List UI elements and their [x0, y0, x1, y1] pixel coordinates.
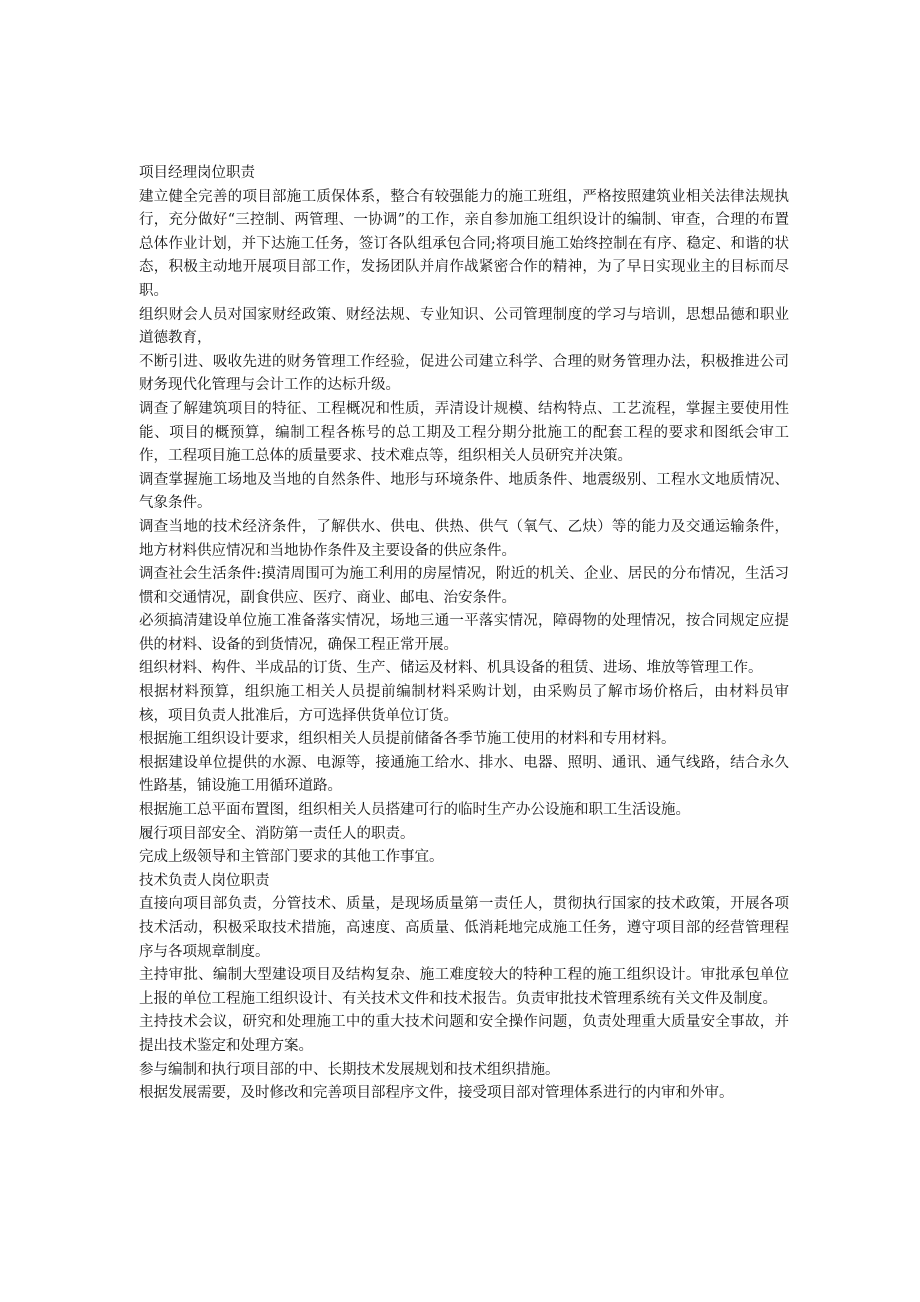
paragraph: 根据材料预算，组织施工相关人员提前编制材料采购计划，由采购员了解市场价格后，由材料员审核，项目负责人批准后，方可选择供货单位订货。 — [139, 684, 789, 724]
paragraph: 组织财会人员对国家财经政策、财经法规、专业知识、公司管理制度的学习与培训，思想品德和职业道德教育， — [139, 306, 789, 347]
paragraph: 调查社会生活条件:摸清周围可为施工利用的房屋情况，附近的机关、企业、居民的分布情况，生活习惯和交通情况，副食供应、医疗、商业、邮电、治安条件。 — [139, 566, 789, 606]
document-body — [139, 162, 789, 1106]
paragraph: 完成上级领导和主管部门要求的其他工作事宜。 — [139, 849, 444, 866]
paragraph: 参与编制和执行项目部的中、长期技术发展规划和技术组织措施。 — [139, 1061, 560, 1078]
paragraph: 主持技术会议，研究和处理施工中的重大技术问题和安全操作问题，负责处理重大质量安全事故，并提出技术鉴定和处理方案。 — [139, 1014, 789, 1054]
paragraph: 主持审批、编制大型建设项目及结构复杂、施工难度较大的特种工程的施工组织设计。审批承包单位上报的单位工程施工组织设计、有关技术文件和技术报告。负责审批技术管理系统有关文件及制度。 — [139, 967, 789, 1007]
paragraph: 直接向项目部负责，分管技术、质量，是现场质量第一责任人，贯彻执行国家的技术政策，开展各项技术活动，积极采取技术措施，高速度、高质量、低消耗地完成施工任务，遵守项目部的经营管理程序与各项规章制度。 — [139, 896, 789, 960]
section-title-technical-lead: 技术负责人岗位职责 — [139, 872, 270, 889]
paragraph: 调查掌握施工场地及当地的自然条件、地形与环境条件、地质条件、地震级别、工程水文地质情况、气象条件。 — [139, 471, 789, 512]
paragraph: 调查当地的技术经济条件，了解供水、供电、供热、供气（氧气、乙炔）等的能力及交通运输条件，地方材料供应情况和当地协作条件及主要设备的供应条件。 — [139, 518, 789, 559]
paragraph: 根据建设单位提供的水源、电源等，接通施工给水、排水、电器、照明、通讯、通气线路，结合永久性路基，铺设施工用循环道路。 — [139, 754, 789, 795]
paragraph: 根据发展需要，及时修改和完善项目部程序文件，接受项目部对管理体系进行的内审和外审。 — [139, 1085, 734, 1102]
paragraph: 组织材料、构件、半成品的订货、生产、储运及材料、机具设备的租赁、进场、堆放等管理工作。 — [139, 660, 763, 677]
paragraph: 根据施工组织设计要求，组织相关人员提前储备各季节施工使用的材料和专用材料。 — [139, 731, 676, 748]
paragraph: 不断引进、吸收先进的财务管理工作经验，促进公司建立科学、合理的财务管理办法，积极推进公司财务现代化管理与会计工作的达标升级。 — [139, 353, 789, 394]
paragraph: 调查了解建筑项目的特征、工程概况和性质，弄清设计规模、结构特点、工艺流程，掌握主要使用性能、项目的概预算，编制工程各栋号的总工期及工程分期分批施工的配套工程的要求和图纸会审工作，工程项目施工总体的质量要求、技术难点等，组织相关人员研究并决策。 — [139, 400, 789, 465]
paragraph: 必须搞清建设单位施工准备落实情况，场地三通一平落实情况，障碍物的处理情况，按合同规定应提供的材料、设备的到货情况，确保工程正常开展。 — [139, 613, 789, 653]
paragraph: 履行项目部安全、消防第一责任人的职责。 — [139, 825, 415, 842]
paragraph: 根据施工总平面布置图，组织相关人员搭建可行的临时生产办公设施和职工生活设施。 — [139, 802, 690, 819]
section-title-project-manager: 项目经理岗位职责 — [139, 165, 255, 181]
paragraph: 建立健全完善的项目部施工质保体系，整合有较强能力的施工班组，严格按照建筑业相关法律法规执行，充分做好“三控制、两管理、一协调”的工作，亲自参加施工组织设计的编制、审查，合理的布置总体作业计划，并下达施工任务，签订各队组承包合同;将项目施工始终控制在有序、稳定、和谐的状态，积极主动地开展项目部工作，发扬团队并肩作战紧密合作的精神，为了早日实现业主的目标而尽职。 — [139, 188, 789, 299]
